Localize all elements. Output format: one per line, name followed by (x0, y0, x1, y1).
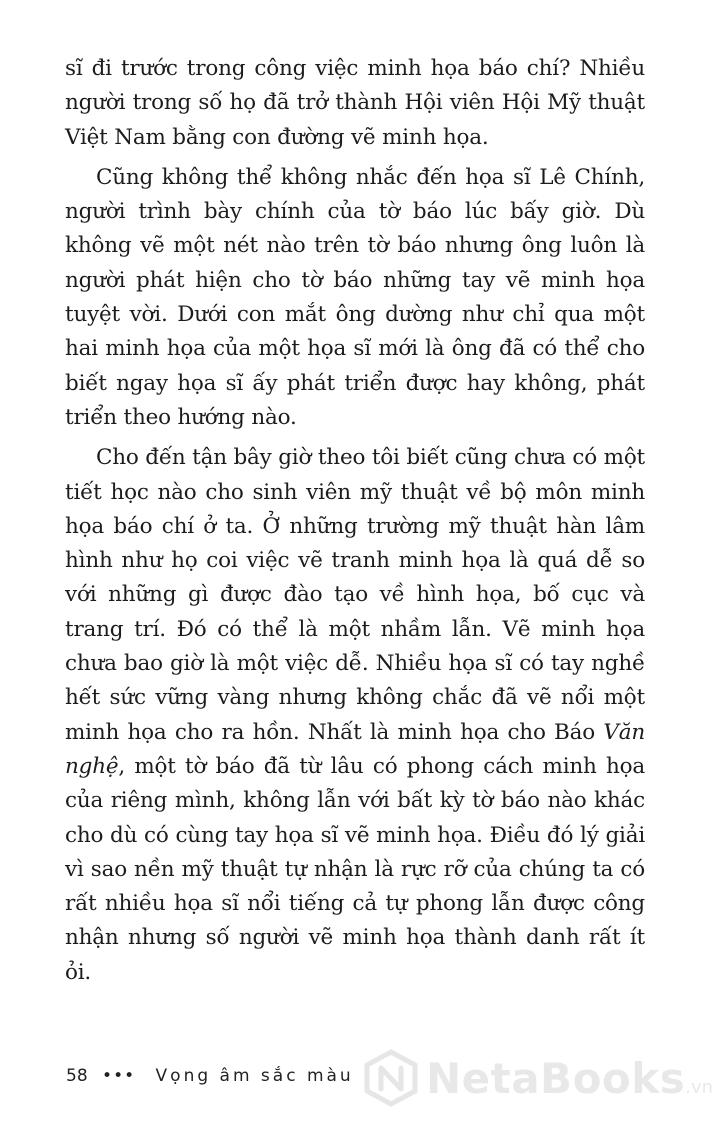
body-text (65, 52, 645, 996)
paragraph-1: sĩ đi trước trong công việc minh họa báo chí? Nhiều người trong số họ đã trở thành Hội viên Hội Mỹ thuật Việt Nam bằng con đường vẽ minh họa. (65, 56, 645, 150)
newspaper-title: Văn nghệ (65, 719, 645, 779)
watermark (362, 1046, 713, 1110)
paragraph-3 (65, 441, 645, 990)
page-number: 58 (66, 1066, 88, 1086)
paragraph-2: Cũng không thể không nhắc đến họa sĩ Lê Chính, người trình bày chính của tờ báo lúc bấy giờ. Dù không vẽ một nét nào trên tờ báo nhưng ông luôn là người phát hiện cho tờ báo những tay vẽ minh họa tuyệt vời. Dưới con mắt ông dường như chỉ qua một hai minh họa của một họa sĩ mới là ông đã có thể cho biết ngay họa sĩ ấy phát triển được hay không, phát triển theo hướng nào. (65, 164, 645, 430)
footer-dots: ••• (102, 1066, 136, 1086)
page-footer (66, 1066, 354, 1086)
watermark-brand: NetaBooks (426, 1053, 686, 1103)
watermark-text (426, 1054, 713, 1103)
book-title: Vọng âm sắc màu (155, 1066, 354, 1086)
paragraph-3-end: , một tờ báo đã từ lâu có phong cách minh họa của riêng mình, không lẫn với bất kỳ tờ báo nào khác cho dù có cùng tay họa sĩ vẽ minh họa. Điều đó lý giải vì sao nền mỹ thuật tự nhận là rực rỡ của chúng ta có rất nhiều họa sĩ nổi tiếng cả tự phong lẫn được công nhận nhưng số người vẽ minh họa thành danh rất ít ỏi. (65, 753, 645, 985)
paragraph-3-start: Cho đến tận bây giờ theo tôi biết cũng chưa có một tiết học nào cho sinh viên mỹ thuật về bộ môn minh họa báo chí ở ta. Ở những trường mỹ thuật hàn lâm hình như họ coi việc vẽ tranh minh họa là quá dễ so với những gì được đào tạo về hình họa, bố cục và trang trí. Đó có thể là một nhầm lẫn. Vẽ minh họa chưa bao giờ là một việc dễ. Nhiều họa sĩ có tay nghề hết sức vững vàng nhưng không chắc đã vẽ nổi một minh họa cho ra hồn. Nhất là minh họa cho Báo (65, 445, 646, 745)
n-logo-icon (362, 1049, 420, 1107)
watermark-suffix: .vn (685, 1076, 713, 1098)
